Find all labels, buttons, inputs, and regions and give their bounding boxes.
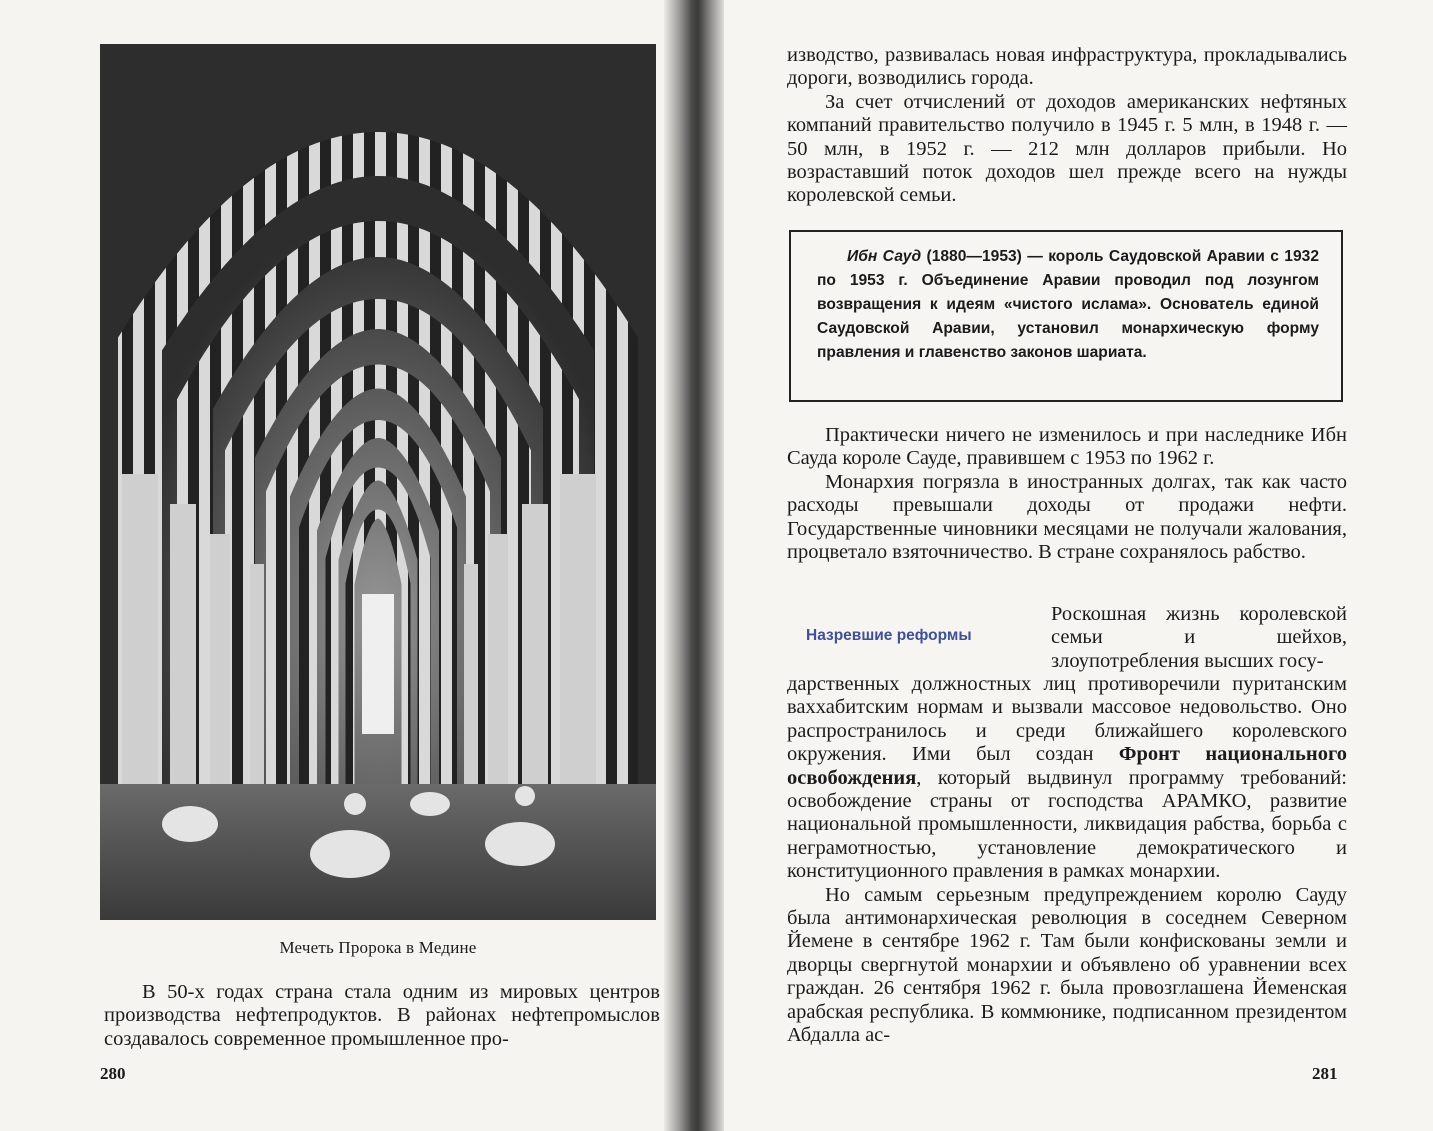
biography-name: Ибн Сауд bbox=[847, 248, 922, 265]
paragraph-text: , который выдвинул программу требований: освобождение страны от господства АРАМКО, развитие национальной промышленности, ликвидация рабства, борьба с неграмотностью, установление демократического и конституционного правления в рамках монархии. bbox=[787, 766, 1347, 883]
left-paragraph bbox=[104, 981, 660, 1051]
page-number-left: 280 bbox=[100, 1064, 126, 1083]
biography-box bbox=[789, 230, 1343, 402]
side-heading: Назревшие реформы bbox=[806, 627, 972, 644]
biography-description: (1880—1953) — король Саудовской Аравии с 1932 по 1953 г. Объединение Аравии проводил под лозунгом возвращения к идеям «чистого ислама». Основатель единой Саудовской Аравии, установил монархическую форму правления и главенство законов шариата. bbox=[817, 248, 1319, 361]
paragraph bbox=[787, 673, 1347, 884]
photo-caption: Мечеть Пророка в Медине bbox=[279, 938, 477, 957]
paragraph: Практически ничего не изменилось и при наследнике Ибн Сауда короле Сауде, правившем с 1953 по 1962 г. bbox=[787, 424, 1347, 470]
paragraph: Но самым серьезным предупреждением королю Сауду была антимонархическая революция в соседнем Северном Йемене в сентябре 1962 г. Там были конфискованы земли и дворцы свергнутой монархии и объявлено об уравнении всех граждан. 26 сентября 1962 г. была провозглашена Йеменская арабская республика. В коммюнике, подписанном президентом Абдалла ас- bbox=[787, 883, 1347, 1047]
book-gutter bbox=[664, 0, 726, 1131]
paragraph: В 50-х годах страна стала одним из мировых центров производства нефтепродуктов. В районах нефтепромыслов создавалось современное промышленное про- bbox=[104, 981, 660, 1050]
right-top-text bbox=[787, 44, 1347, 208]
left-page bbox=[0, 0, 690, 1131]
right-bottom-text bbox=[787, 673, 1347, 1048]
biography-text bbox=[817, 245, 1319, 365]
wrapped-paragraph-start bbox=[1051, 603, 1347, 673]
paragraph: Монархия погрязла в иностранных долгах, так как часто расходы превышали доходы от продажи нефти. Государственные чиновники месяцами не получали жалования, процветало взяточничество. В стране сохранялось рабство. bbox=[787, 470, 1347, 564]
paragraph: Роскошная жизнь королевской семьи и шейхов, злоупотребления высших госу- bbox=[1051, 603, 1347, 672]
right-middle-text bbox=[787, 424, 1347, 564]
mosque-photo bbox=[100, 44, 656, 920]
bold-term: Фронт национального освобождения bbox=[787, 743, 1347, 789]
paragraph: За счет отчислений от доходов американских нефтяных компаний правительство получило в 1945 г. 5 млн, в 1948 г. — 50 млн, в 1952 г. — 212 млн долларов прибыли. Но возраставший поток доходов шел прежде всего на нужды королевской семьи. bbox=[787, 90, 1347, 207]
page-number-right: 281 bbox=[1312, 1064, 1338, 1083]
paragraph: изводство, развивалась новая инфраструктура, прокладывались дороги, возводились города. bbox=[787, 44, 1347, 90]
paragraph-text: дарственных должностных лиц противоречили пуританским ваххабитским нормам и вызвали массовое недовольство. Оно распространилось и среди ближайшего королевского окружения. Ими был создан bbox=[787, 673, 1347, 766]
